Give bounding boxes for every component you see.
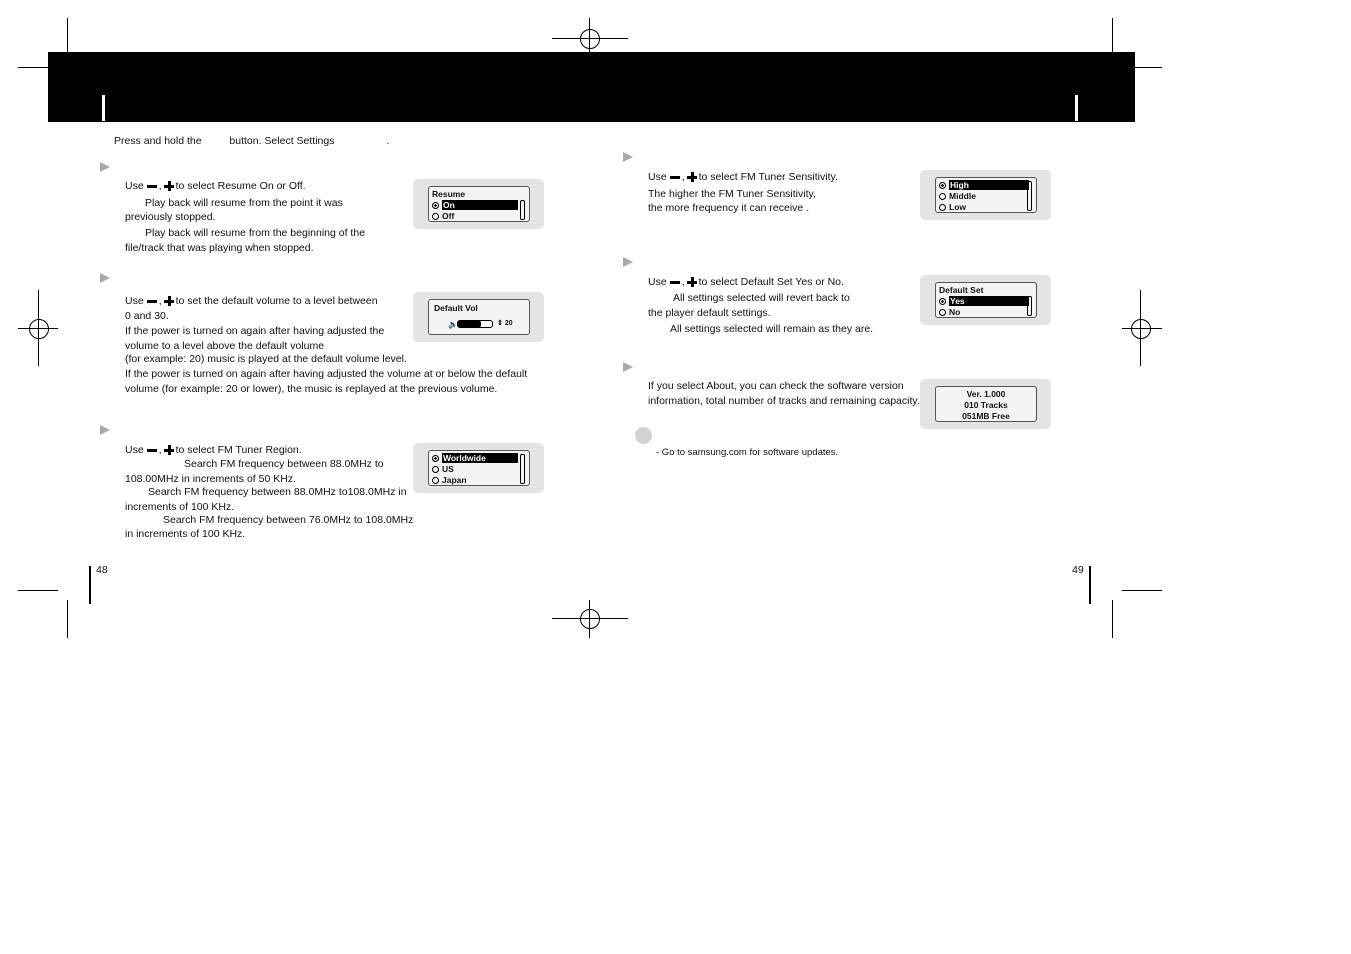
radio-selected-icon bbox=[432, 202, 439, 209]
radio-icon bbox=[939, 204, 946, 211]
note-text: - Go to samsung.com for software updates. bbox=[656, 447, 839, 458]
minus-icon bbox=[670, 176, 680, 179]
about-desc-1: If you select About, you can check the software version bbox=[648, 380, 904, 392]
page-number-right: 49 bbox=[1072, 564, 1084, 576]
radio-icon bbox=[432, 213, 439, 220]
lcd-version: Ver. 1.000 bbox=[966, 389, 1006, 399]
region-japan: Search FM frequency between 76.0MHz to 108.0MHz bbox=[163, 514, 414, 526]
plus-icon bbox=[687, 172, 697, 182]
plus-icon bbox=[164, 181, 174, 191]
registration-mark bbox=[580, 29, 600, 49]
section-arrow-icon bbox=[623, 152, 633, 162]
lcd-title: Resume bbox=[432, 189, 466, 199]
resume-on-desc: Play back will resume from the point it was bbox=[145, 197, 343, 209]
resume-lcd: Resume On Off bbox=[413, 179, 544, 229]
section-arrow-icon bbox=[623, 257, 633, 267]
resume-instruction: Use , to select Resume On or Off. bbox=[125, 180, 306, 192]
region-us-cont: increments of 100 KHz. bbox=[125, 501, 235, 513]
default-set-instruction: Use , to select Default Set Yes or No. bbox=[648, 276, 844, 288]
lcd-tracks: 010 Tracks bbox=[964, 400, 1008, 410]
radio-icon bbox=[939, 193, 946, 200]
plus-icon bbox=[687, 277, 697, 287]
crop-mark bbox=[1112, 600, 1113, 638]
crop-mark bbox=[67, 600, 68, 638]
minus-icon bbox=[147, 300, 157, 303]
sensitivity-desc-2: the more frequency it can receive . bbox=[648, 202, 810, 214]
region-lcd: Worldwide US Japan bbox=[413, 443, 544, 493]
scrollbar-icon bbox=[1027, 296, 1032, 316]
volume-bar bbox=[457, 320, 493, 328]
sensitivity-instruction: Use , to select FM Tuner Sensitivity. bbox=[648, 171, 838, 183]
minus-icon bbox=[670, 281, 680, 284]
radio-icon bbox=[939, 309, 946, 316]
registration-mark bbox=[552, 618, 628, 619]
registration-mark bbox=[589, 600, 590, 638]
volume-bar-fill bbox=[458, 321, 481, 327]
registration-mark bbox=[38, 290, 39, 366]
minus-icon bbox=[147, 185, 157, 188]
crop-mark bbox=[1122, 590, 1162, 591]
registration-mark bbox=[580, 609, 600, 629]
radio-selected-icon bbox=[939, 298, 946, 305]
region-worldwide-cont: 108.00MHz in increments of 50 KHz. bbox=[125, 473, 296, 485]
default-set-yes: All settings selected will revert back to bbox=[673, 292, 850, 304]
registration-mark bbox=[1140, 290, 1141, 366]
default-set-lcd: Default Set Yes No bbox=[920, 275, 1051, 325]
scrollbar-icon bbox=[520, 200, 525, 220]
region-us: Search FM frequency between 88.0MHz to108.0MHz in bbox=[148, 486, 407, 498]
region-japan-cont: in increments of 100 KHz. bbox=[125, 528, 246, 540]
radio-icon bbox=[432, 466, 439, 473]
radio-icon bbox=[432, 477, 439, 484]
page-number-left: 48 bbox=[96, 564, 108, 576]
page-number-rule bbox=[89, 566, 91, 604]
region-instruction: Use , to select FM Tuner Region. bbox=[125, 444, 302, 456]
lcd-title: Default Set bbox=[939, 285, 984, 295]
volume-above-3: (for example: 20) music is played at the default volume level. bbox=[125, 353, 407, 365]
about-desc-2: information, total number of tracks and remaining capacity. bbox=[648, 395, 920, 407]
region-worldwide: Search FM frequency between 88.0MHz to bbox=[184, 458, 384, 470]
volume-range: 0 and 30. bbox=[125, 310, 169, 322]
resume-off-desc-cont: file/track that was playing when stopped. bbox=[125, 242, 314, 254]
plus-icon bbox=[164, 445, 174, 455]
section-arrow-icon bbox=[100, 425, 110, 435]
scrollbar-icon bbox=[1027, 181, 1032, 211]
volume-lcd bbox=[413, 292, 544, 342]
section-arrow-icon bbox=[623, 362, 633, 372]
default-set-no: All settings selected will remain as they are. bbox=[670, 323, 874, 335]
note-icon bbox=[635, 427, 652, 444]
intro-text: Press and hold the button. Select Settings . bbox=[114, 135, 390, 147]
volume-below-2: volume (for example: 20 or lower), the music is replayed at the previous volume. bbox=[125, 383, 498, 395]
volume-above-1: If the power is turned on again after having adjusted the bbox=[125, 325, 385, 337]
radio-selected-icon bbox=[432, 455, 439, 462]
registration-mark bbox=[552, 38, 628, 39]
about-lcd bbox=[920, 379, 1051, 429]
header-tick-left bbox=[102, 95, 105, 121]
registration-mark bbox=[1122, 328, 1162, 329]
sensitivity-desc-1: The higher the FM Tuner Sensitivity, bbox=[648, 188, 816, 200]
volume-value: ⇕ 20 bbox=[497, 320, 513, 327]
lcd-title: Default Vol bbox=[434, 303, 478, 313]
resume-on-desc-cont: previously stopped. bbox=[125, 211, 216, 223]
lcd-free-space: 051MB Free bbox=[962, 411, 1010, 421]
crop-mark bbox=[18, 590, 58, 591]
minus-icon bbox=[147, 449, 157, 452]
sensitivity-lcd: High Middle Low bbox=[920, 170, 1051, 220]
registration-mark bbox=[29, 319, 49, 339]
section-arrow-icon bbox=[100, 162, 110, 172]
resume-off-desc: Play back will resume from the beginning of the bbox=[145, 227, 366, 239]
header-bar bbox=[48, 52, 1135, 122]
volume-above-2: volume to a level above the default volume bbox=[125, 340, 325, 352]
registration-mark bbox=[1131, 319, 1151, 339]
radio-selected-icon bbox=[939, 182, 946, 189]
header-tick-right bbox=[1075, 95, 1078, 121]
page-number-rule bbox=[1089, 566, 1091, 604]
section-arrow-icon bbox=[100, 273, 110, 283]
scrollbar-icon bbox=[520, 454, 525, 484]
plus-icon bbox=[164, 296, 174, 306]
volume-instruction: Use , to set the default volume to a level between bbox=[125, 295, 378, 307]
speaker-icon: 🔈 bbox=[448, 320, 458, 329]
default-set-yes-cont: the player default settings. bbox=[648, 307, 771, 319]
volume-below-1: If the power is turned on again after having adjusted the volume at or below the default bbox=[125, 368, 528, 380]
